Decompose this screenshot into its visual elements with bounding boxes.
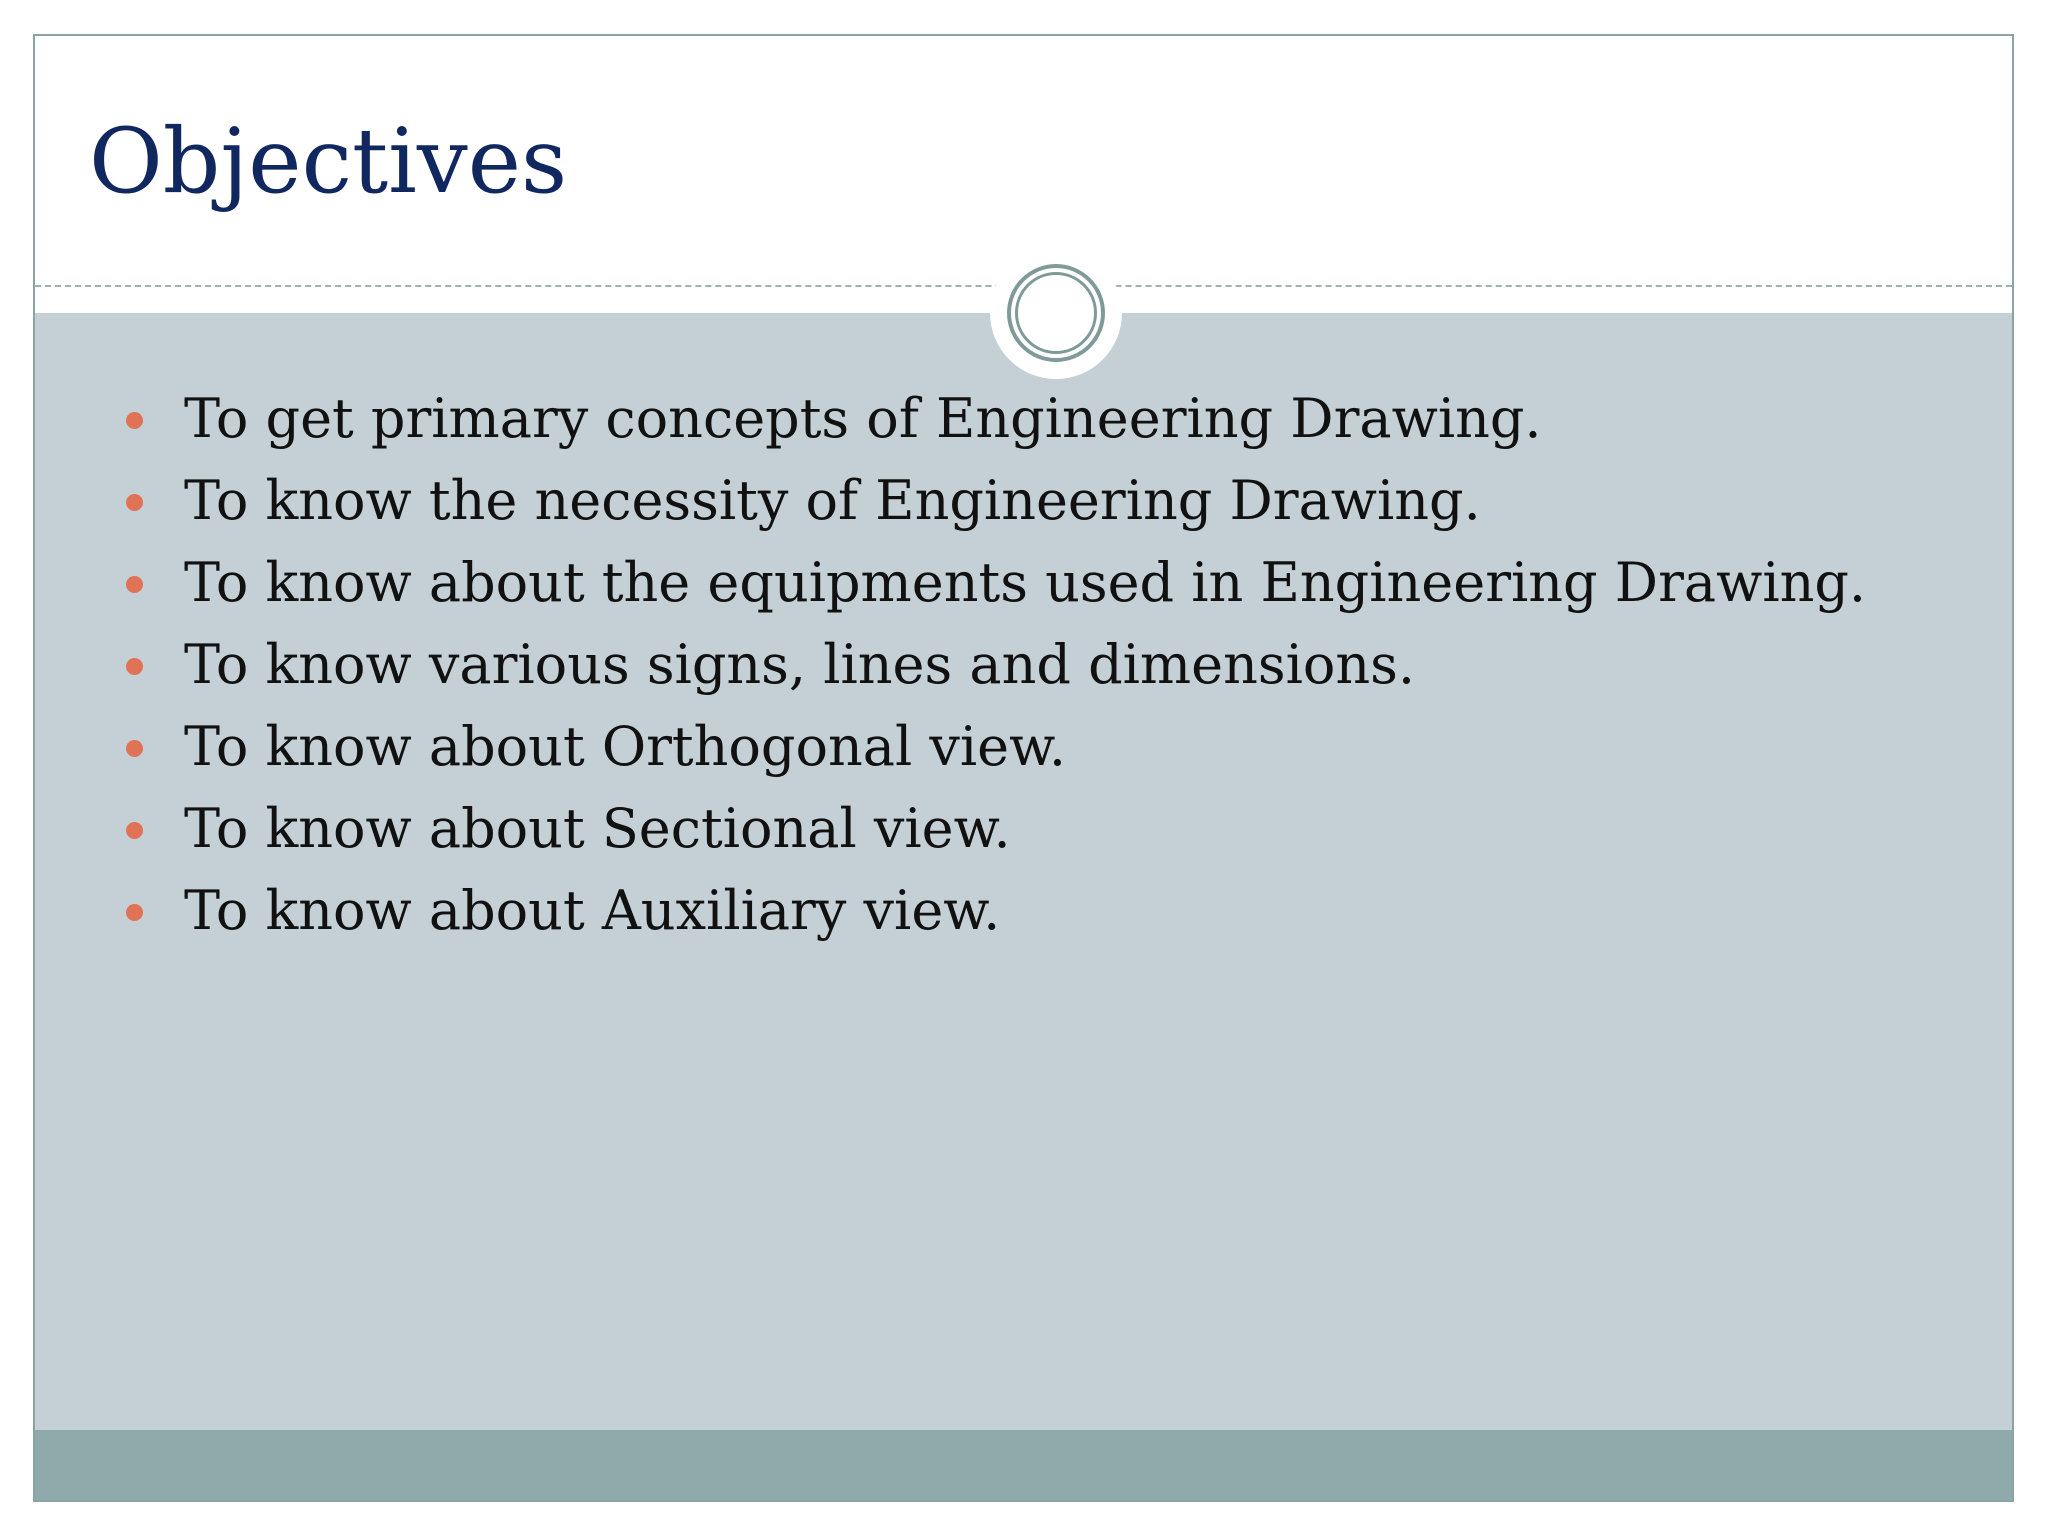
- objective-text: To know about the equipments used in Engineering Drawing.: [184, 551, 1867, 614]
- bullet-dot-icon: [126, 494, 143, 511]
- slide: [33, 34, 2014, 1502]
- objective-item: [89, 542, 1866, 624]
- objective-item: [89, 706, 1866, 788]
- bullet-dot-icon: [126, 576, 143, 593]
- objective-item: [89, 460, 1866, 542]
- objective-text: To know about Sectional view.: [184, 797, 1011, 860]
- objective-text: To get primary concepts of Engineering Drawing.: [184, 387, 1542, 450]
- objectives-list: [89, 378, 1866, 952]
- bullet-dot-icon: [126, 740, 143, 757]
- objective-text: To know about Orthogonal view.: [184, 715, 1067, 778]
- objective-item: [89, 870, 1866, 952]
- medallion-inner-ring: [1015, 272, 1097, 354]
- footer-band: [35, 1430, 2012, 1500]
- objective-item: [89, 788, 1866, 870]
- bullet-dot-icon: [126, 904, 143, 921]
- double-circle-ring-icon: [990, 247, 1122, 379]
- objective-text: To know various signs, lines and dimensions.: [184, 633, 1416, 696]
- objective-item: [89, 624, 1866, 706]
- bullet-dot-icon: [126, 658, 143, 675]
- slide-title: Objectives: [89, 109, 568, 214]
- objective-text: To know the necessity of Engineering Drawing.: [184, 469, 1481, 532]
- objective-item: [89, 378, 1866, 460]
- objective-text: To know about Auxiliary view.: [184, 879, 1001, 942]
- bullet-dot-icon: [126, 822, 143, 839]
- medallion-outer-ring: [1007, 264, 1105, 362]
- bullet-dot-icon: [126, 412, 143, 429]
